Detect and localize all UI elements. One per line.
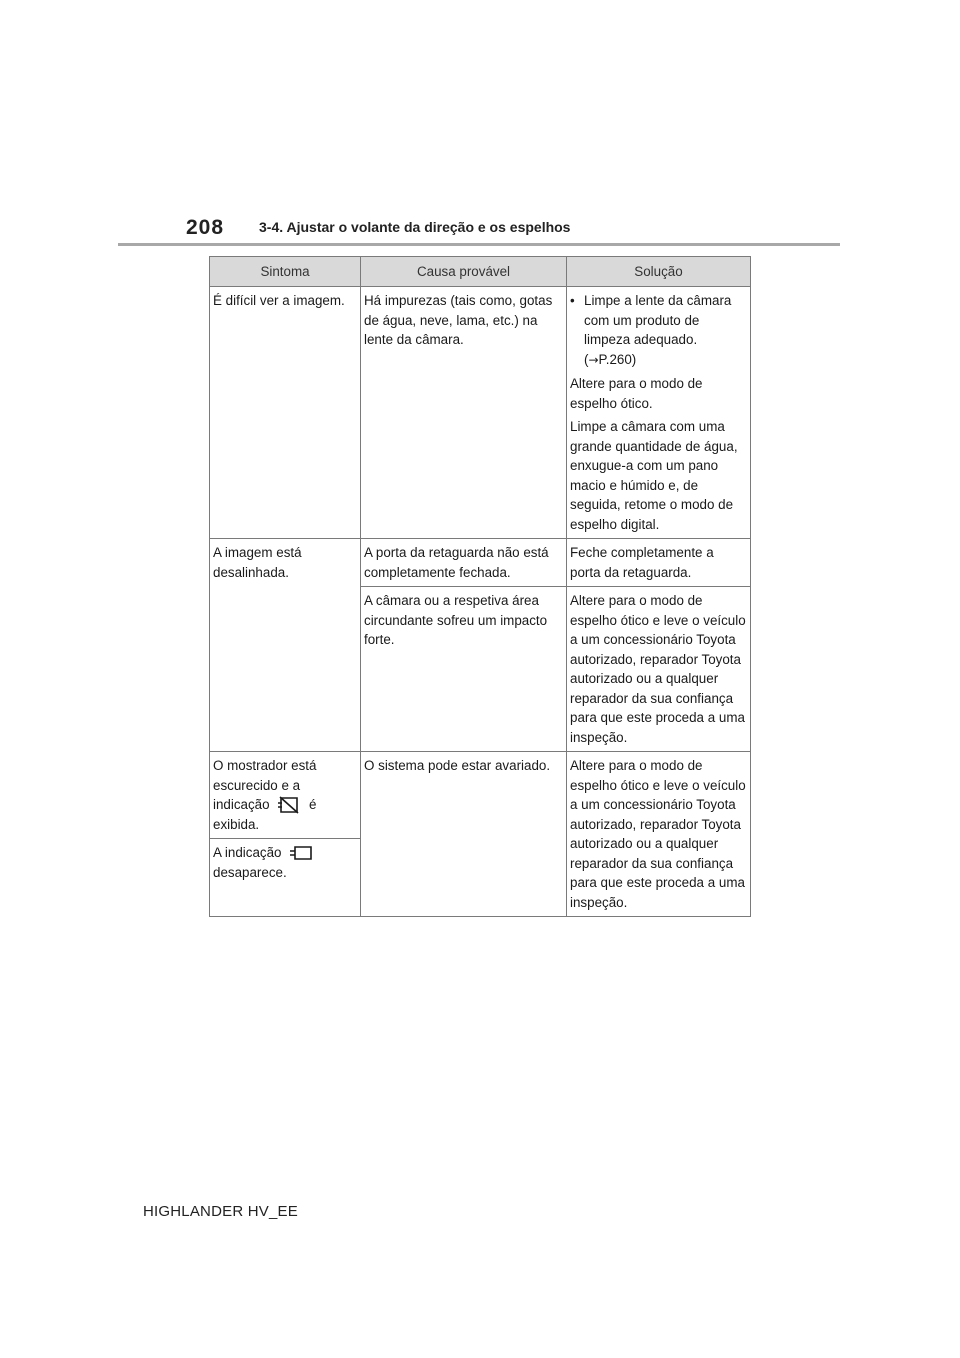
table-row <box>210 539 751 587</box>
digital-mirror-off-icon <box>277 796 301 814</box>
page-reference-link[interactable] <box>584 352 636 367</box>
cause-cell: A porta da retaguarda não está completamente fechada. <box>361 539 567 587</box>
solution-cell: Feche completamente a porta da retaguarda. <box>567 539 751 587</box>
solution-cell <box>567 287 751 539</box>
bullet-main-text: Limpe a lente da câmara com um produto de limpeza adequado. <box>584 293 732 347</box>
column-header-symptom: Sintoma <box>210 257 361 287</box>
solution-bullet-item <box>570 291 747 370</box>
section-title: 3-4. Ajustar o volante da direção e os espelhos <box>259 219 571 235</box>
solution-paragraph: Altere para o modo de espelho ótico. <box>570 376 703 411</box>
table-header-row <box>210 257 751 287</box>
cause-cell: O sistema pode estar avariado. <box>361 752 567 917</box>
bullet-text <box>584 291 747 370</box>
cause-cell: A câmara ou a respetiva área circundante sofreu um impacto forte. <box>361 587 567 752</box>
footer-model-label: HIGHLANDER HV_EE <box>143 1203 298 1220</box>
ref-open: ( <box>584 351 589 367</box>
digital-mirror-icon <box>289 845 313 861</box>
column-header-solution: Solução <box>567 257 751 287</box>
cause-cell: Há impurezas (tais como, gotas de água, neve, lama, etc.) na lente da câmara. <box>361 287 567 539</box>
bullet-dot: • <box>570 293 575 308</box>
symptom-cell: É difícil ver a imagem. <box>210 287 361 539</box>
solution-cell: Altere para o modo de espelho ótico e leve o veículo a um concessionário Toyota autorizado, reparador Toyota autorizado ou a qualquer reparador da sua confiança para que este proceda a uma inspeção. <box>567 587 751 752</box>
symptom-text: é exibida. <box>213 797 317 832</box>
table-row <box>210 752 751 839</box>
column-header-cause: Causa provável <box>361 257 567 287</box>
table-row <box>210 287 751 539</box>
page-number: 208 <box>186 216 225 239</box>
symptom-text: desaparece. <box>213 864 287 880</box>
header-rule <box>118 243 840 246</box>
symptom-cell <box>210 839 361 917</box>
solution-cell: Altere para o modo de espelho ótico e leve o veículo a um concessionário Toyota autorizado, reparador Toyota autorizado ou a qualquer reparador da sua confiança para que este proceda a uma inspeção. <box>567 752 751 917</box>
troubleshooting-table <box>209 256 751 917</box>
ref-page: P.260) <box>598 351 637 367</box>
symptom-cell <box>210 752 361 839</box>
solution-paragraph: Limpe a câmara com uma grande quantidade de água, enxugue-a com um pano macio e húmido e, de seguida, retome o modo de espelho digital. <box>570 419 738 532</box>
symptom-text: O mostrador está escurecido e a indicação <box>213 758 317 812</box>
symptom-text: A indicação <box>213 845 282 860</box>
symptom-cell: A imagem está desalinhada. <box>210 539 361 752</box>
arrow-right-icon: → <box>588 352 599 367</box>
